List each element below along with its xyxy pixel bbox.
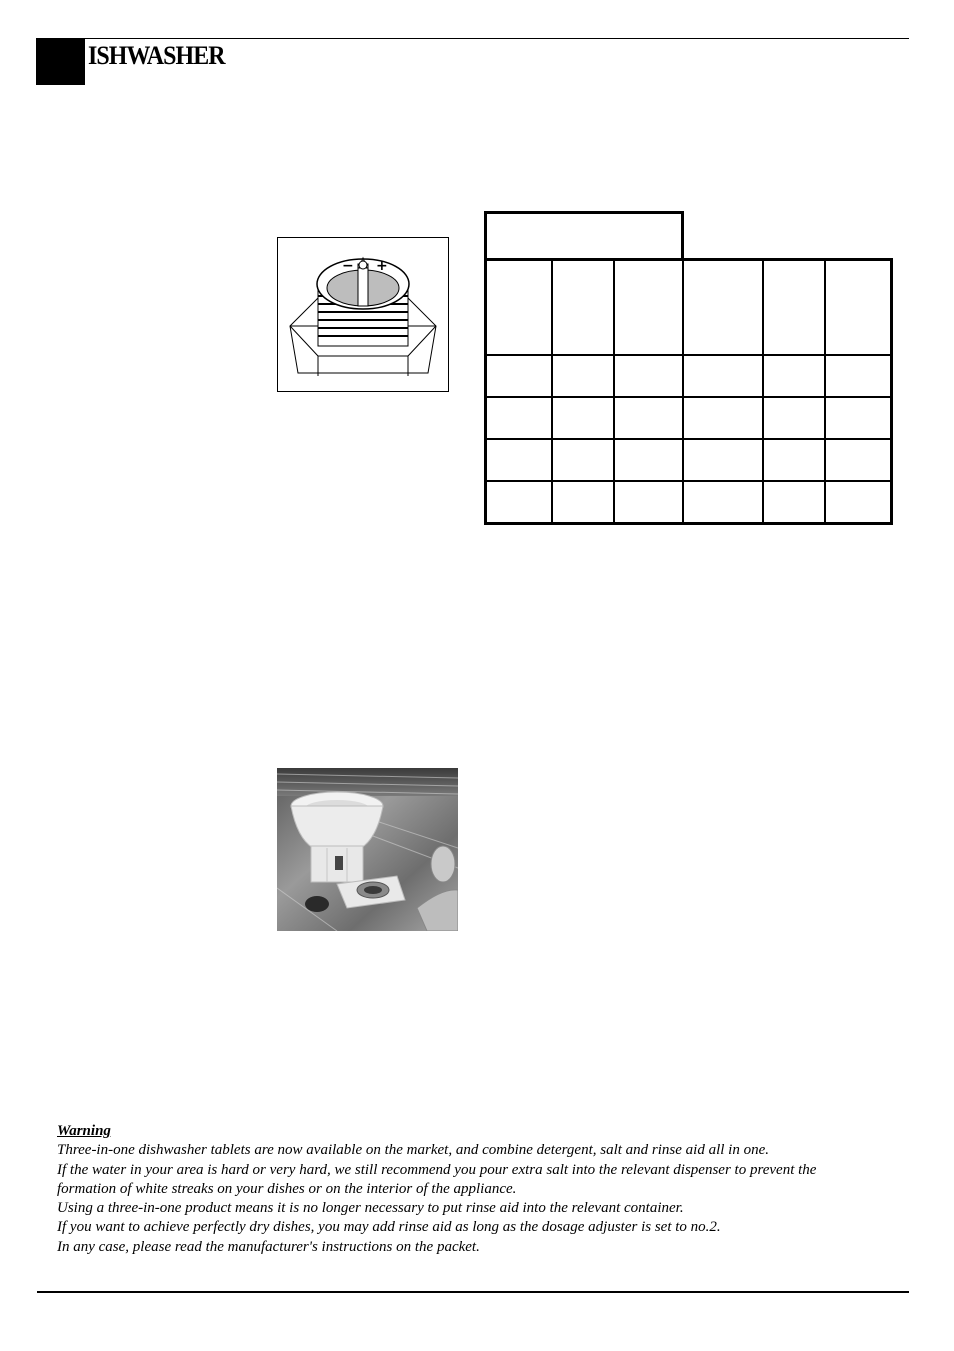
table-cell bbox=[825, 355, 892, 397]
table-header-box bbox=[484, 211, 684, 259]
table-cell bbox=[486, 481, 553, 524]
table-cell bbox=[763, 439, 825, 481]
table-cell bbox=[683, 439, 763, 481]
warning-section bbox=[57, 1122, 917, 1257]
table-cell bbox=[825, 481, 892, 524]
dosage-adjuster-illustration bbox=[277, 237, 449, 392]
table-cell bbox=[825, 260, 892, 356]
plus-sign: + bbox=[376, 258, 388, 274]
salt-funnel-photo bbox=[277, 768, 458, 931]
salt-funnel-drawing bbox=[277, 768, 458, 931]
table-cell bbox=[552, 439, 614, 481]
table-cell bbox=[552, 481, 614, 524]
page-title: ISHWASHER bbox=[88, 41, 225, 70]
table-cell bbox=[683, 481, 763, 524]
table-cell bbox=[486, 355, 553, 397]
warning-line: Three-in-one dishwasher tablets are now available on the market, and combine detergent, salt and rinse aid all in one. bbox=[57, 1142, 769, 1159]
table-cell bbox=[825, 397, 892, 439]
table-cell bbox=[683, 260, 763, 356]
table-cell bbox=[683, 397, 763, 439]
table-cell bbox=[825, 439, 892, 481]
water-hardness-table bbox=[484, 258, 893, 525]
table-cell bbox=[683, 355, 763, 397]
table-cell bbox=[486, 260, 553, 356]
table-cell bbox=[552, 397, 614, 439]
top-rule bbox=[37, 38, 909, 39]
table-cell bbox=[614, 397, 683, 439]
warning-line: In any case, please read the manufacturer's instructions on the packet. bbox=[57, 1238, 480, 1255]
table-cell bbox=[614, 260, 683, 356]
table-cell bbox=[763, 260, 825, 356]
table-cell bbox=[486, 397, 553, 439]
dosage-adjuster-drawing bbox=[278, 238, 448, 391]
header-black-block bbox=[36, 38, 85, 85]
bottom-rule bbox=[37, 1291, 909, 1293]
warning-line: formation of white streaks on your dishes or on the interior of the appliance. bbox=[57, 1180, 517, 1197]
warning-line: If the water in your area is hard or very hard, we still recommend you pour extra salt into the relevant dispenser to prevent the bbox=[57, 1161, 817, 1178]
table-cell bbox=[552, 355, 614, 397]
warning-line: If you want to achieve perfectly dry dishes, you may add rinse aid as long as the dosage adjuster is set to no.2. bbox=[57, 1219, 721, 1236]
warning-heading: Warning bbox=[57, 1123, 111, 1139]
minus-sign: − bbox=[342, 258, 354, 274]
table-cell bbox=[614, 481, 683, 524]
table-cell bbox=[763, 355, 825, 397]
table-cell bbox=[552, 260, 614, 356]
table-cell bbox=[763, 481, 825, 524]
table-cell bbox=[486, 439, 553, 481]
table-cell bbox=[614, 439, 683, 481]
table-cell bbox=[614, 355, 683, 397]
warning-line: Using a three-in-one product means it is no longer necessary to put rinse aid into the relevant container. bbox=[57, 1200, 684, 1217]
table-cell bbox=[763, 397, 825, 439]
